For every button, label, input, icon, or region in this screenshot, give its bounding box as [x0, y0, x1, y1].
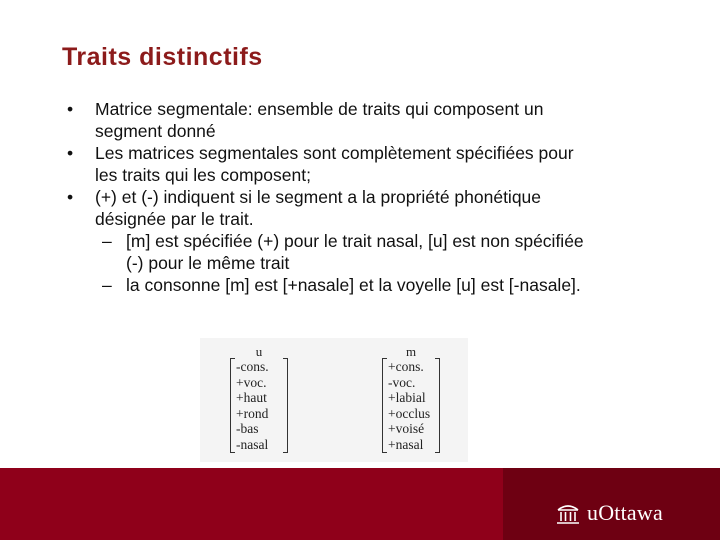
- matrix-body: [230, 358, 288, 453]
- matrix-feature: -cons.: [236, 359, 269, 374]
- uottawa-logo: [555, 500, 663, 526]
- bullet-mark: •: [67, 99, 74, 119]
- bullet-text-line: (+) et (-) indiquent si le segment a la propriété phonétique: [95, 187, 542, 207]
- matrix-feature: +voisé: [388, 421, 425, 436]
- subbullet-text-line: [m] est spécifiée (+) pour le trait nasal, [u] est non spécifiée: [126, 231, 584, 251]
- feature-matrices-figure: [200, 338, 468, 462]
- logo-text: uOttawa: [587, 500, 663, 525]
- matrix-feature: +cons.: [388, 359, 424, 374]
- dash-mark: –: [102, 231, 112, 251]
- matrix-header: u: [255, 344, 263, 359]
- slide-title: Traits distinctifs: [62, 43, 263, 71]
- matrix-feature: +occlus: [388, 405, 431, 421]
- subbullet-text-line: (-) pour le même trait: [126, 253, 290, 273]
- bullet-item: [62, 142, 682, 186]
- matrix-feature: -nasal: [236, 436, 269, 452]
- matrix-header: m: [405, 344, 417, 359]
- university-building-icon: [555, 500, 581, 526]
- matrix-feature: +haut: [236, 390, 267, 405]
- bullet-mark: •: [67, 143, 74, 163]
- slide-content: [62, 98, 682, 296]
- bullet-text-line: Les matrices segmentales sont complètement spécifiées pour: [95, 143, 574, 163]
- matrix-feature: -voc.: [388, 374, 416, 390]
- bullet-item: [62, 98, 682, 142]
- matrix-m: [382, 344, 440, 453]
- matrix-feature: -bas: [236, 421, 259, 436]
- subbullet-item: [62, 274, 682, 296]
- matrix-feature: +rond: [236, 405, 269, 421]
- dash-mark: –: [102, 275, 112, 295]
- bullet-item: [62, 186, 682, 230]
- bullet-text-line: Matrice segmentale: ensemble de traits qui composent un: [95, 99, 544, 119]
- matrix-u: [230, 344, 288, 453]
- matrix-feature: +voc.: [236, 374, 267, 390]
- subbullet-text-line: la consonne [m] est [+nasale] et la voyelle [u] est [-nasale].: [126, 275, 581, 295]
- matrix-feature: +nasal: [388, 436, 424, 452]
- footer-band: [0, 468, 720, 540]
- bullet-mark: •: [67, 187, 74, 207]
- bullet-text-line: segment donné: [95, 121, 216, 141]
- bullet-text-line: désignée par le trait.: [95, 209, 254, 229]
- matrix-body: [382, 358, 440, 453]
- matrix-feature: +labial: [388, 390, 426, 405]
- subbullet-item: [62, 230, 682, 274]
- bullet-text-line: les traits qui les composent;: [95, 165, 311, 185]
